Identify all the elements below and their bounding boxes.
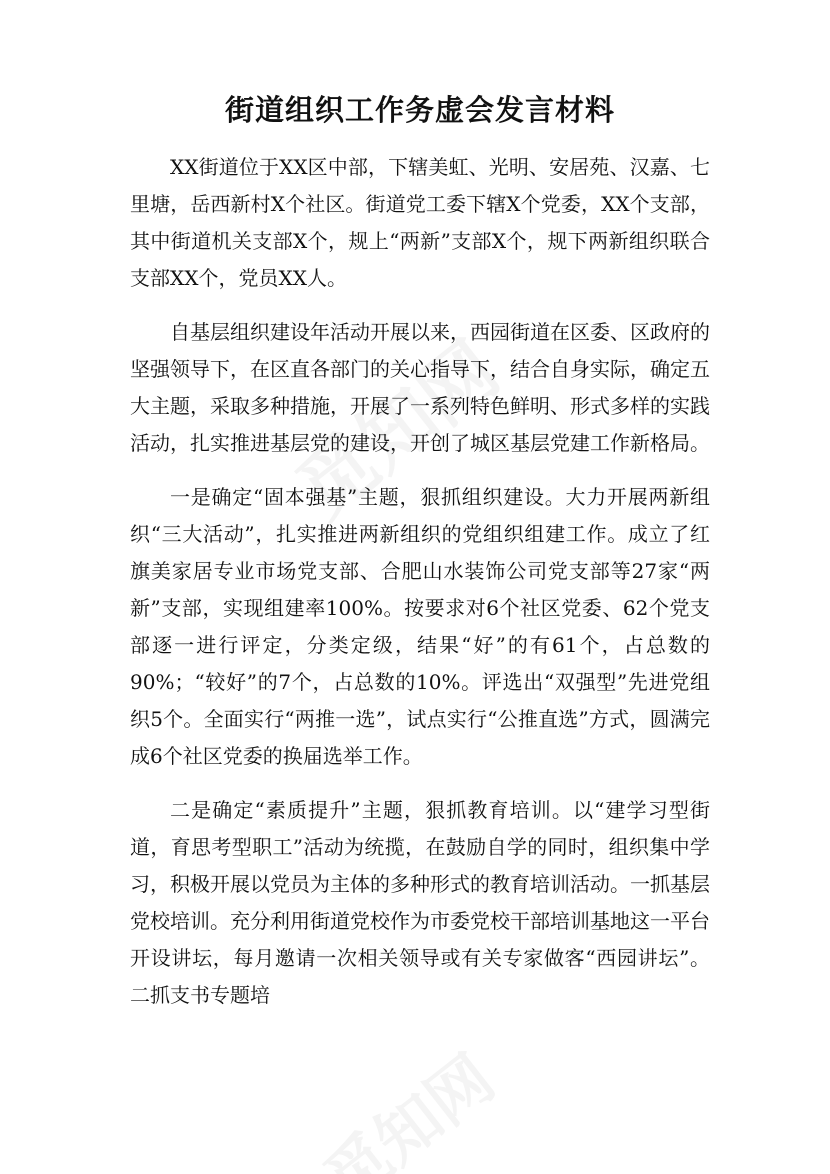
document-title: 街道组织工作务虚会发言材料 — [224, 93, 615, 127]
paragraph-organization-building: 一是确定“固本强基”主题，狠抓组织建设。大力开展两新组织“三大活动”，扎实推进两新组织的党组织组建工作。成立了红旗美家居专业市场党支部、合肥山水装饰公司党支部等27家“两新”支部，实现组建率100%。按要求对6个社区党委、62个党支部逐一进行评定，分类定级，结果“好”的有61个，占总数的90%；“较好”的7个，占总数的10%。评选出“双强型”先进党组织5个。全面实行“两推一选”，试点实行“公推直选”方式，圆满完成6个社区党委的换届选举工作。 — [130, 485, 710, 768]
watermark-lower — [271, 1003, 550, 1174]
paragraph-summary: 自基层组织建设年活动开展以来，西园街道在区委、区政府的坚强领导下，在区直各部门的关心指导下，结合自身实际，确定五大主题，采取多种措施，开展了一系列特色鲜明、形式多样的实践活动，扎实推进基层党的建设，开创了城区基层党建工作新格局。 — [130, 320, 710, 455]
paragraph-overview: XX街道位于XX区中部，下辖美虹、光明、安居苑、汉嘉、七里塘，岳西新村X个社区。街道党工委下辖X个党委，XX个支部，其中街道机关支部X个，规上“两新”支部X个，规下两新组织联合支部XX个，党员XX人。 — [130, 155, 710, 290]
paragraph-education-training: 二是确定“素质提升”主题，狠抓教育培训。以“建学习型街道，育思考型职工”活动为统揽，在鼓励自学的同时，组织集中学习，积极开展以党员为主体的多种形式的教育培训活动。一抓基层党校培训。充分利用街道党校作为市委党校干部培训基地这一平台开设讲坛，每月邀请一次相关领导或有关专家做客“西园讲坛”。二抓支书专题培 — [130, 798, 710, 1007]
document-body — [130, 88, 710, 1014]
